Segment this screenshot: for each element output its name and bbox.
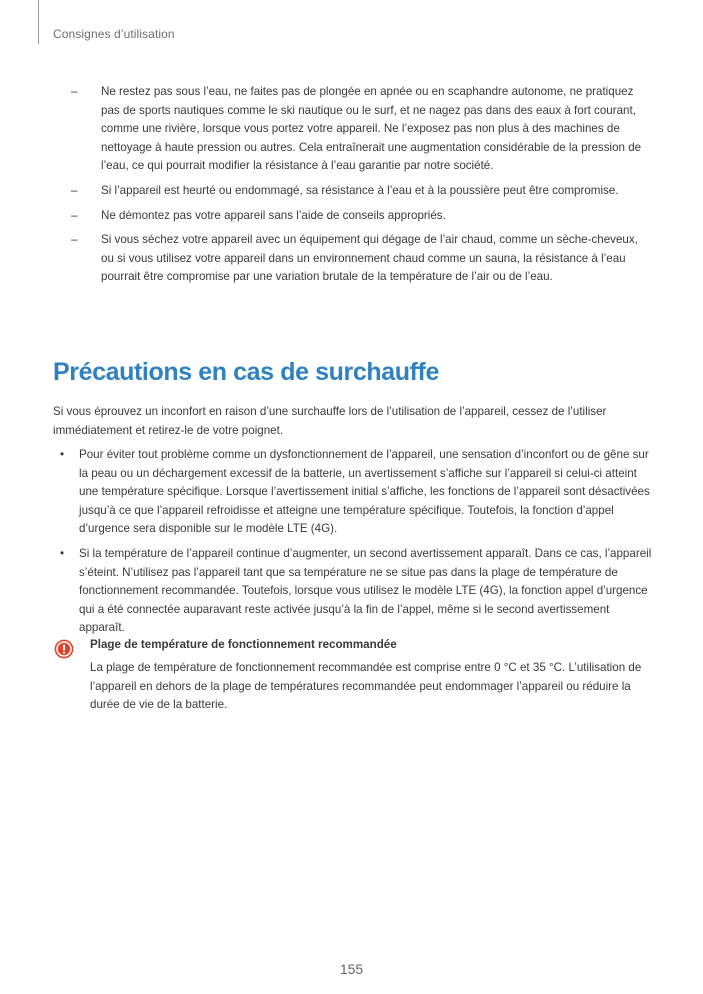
dash-marker: – [71,183,78,197]
list-item [70,207,652,226]
list-item [53,545,653,638]
page-number: 155 [339,961,364,977]
list-item-text: Ne démontez pas votre appareil sans l’aide de conseils appropriés. [101,208,446,222]
section-heading: Précautions en cas de surchauffe [53,358,439,386]
warning-icon [54,639,74,659]
bullet-marker: • [60,448,65,461]
list-item [53,446,653,539]
list-item [70,231,652,287]
overheating-bullet-list [53,446,653,644]
notice-title: Plage de température de fonctionnement recommandée [90,638,397,651]
list-item [70,182,652,201]
bullet-marker: • [60,546,65,560]
water-precautions-list [70,83,652,293]
list-item-text: Si vous séchez votre appareil avec un équipement qui dégage de l’air chaud, comme un sèche-cheveux, ou si vous utilisez votre appareil dans un environnement chaud comme un sauna, la résistance à l’eau pourrait être compromise par une variation brutale de la température de l’air ou de l’eau. [101,233,638,284]
header-title: Consignes d’utilisation [53,27,175,41]
list-item-text: Pour éviter tout problème comme un dysfonctionnement de l’appareil, une sensation d’inconfort ou de gêne sur la peau ou un déchargement excessif de la batterie, un avertissement s’affiche sur l’appareil si celui-ci atteint une température spécifique. Lorsque l’avertissement initial s’affiche, les fonctions de l’appareil sont désactivées jusqu’à ce que l’appareil refroidisse et atteigne une température spécifique. Toutefois, la fonction d’appel d’urgence sera disponible sur le modèle LTE (4G). [79,448,650,536]
section-intro: Si vous éprouvez un inconfort en raison d’une surchauffe lors de l’utilisation de l’appareil, cessez de l’utiliser immédiatement et retirez-le de votre poignet. [53,405,607,437]
list-item-text: Ne restez pas sous l’eau, ne faites pas de plongée en apnée ou en scaphandre autonome, ne pratiquez pas de sports nautiques comme le ski nautique ou le surf, et ne nagez pas dans des eaux à fort courant, comme une rivière, lorsque vous portez votre appareil. Ne l’exposez pas non plus à des machines de nettoyage à haute pression ou autres. Cela entraînerait une augmentation considérable de la pression de l’eau, ce qui pourrait modifier la résistance à l’eau garantie par notre société. [101,85,642,173]
dash-marker: – [71,85,78,98]
dash-marker: – [71,208,78,222]
header-divider [38,0,39,44]
notice-body: La plage de température de fonctionnement recommandée est comprise entre 0 °C et 35 °C. L’utilisation de l’appareil en dehors de la plage de températures recommandée peut endommager l’appareil ou réduire la durée de vie de la batterie. [90,661,642,712]
list-item-text: Si la température de l’appareil continue d’augmenter, un second avertissement apparaît. Dans ce cas, l’appareil s’éteint. N’utilisez pas l’appareil tant que sa température ne se situe pas dans la plage de température de fonctionnement recommandée. Toutefois, lorsque vous utilisez le modèle LTE (4G), la fonction appel d’urgence qui a été connectée auparavant reste activée jusqu’à la fin de l’appel, même si le second avertissement apparaît. [79,546,652,635]
dash-marker: – [71,233,78,247]
list-item-text: Si l’appareil est heurté ou endommagé, sa résistance à l’eau et à la poussière peut être compromise. [101,183,619,197]
list-item [70,83,652,176]
